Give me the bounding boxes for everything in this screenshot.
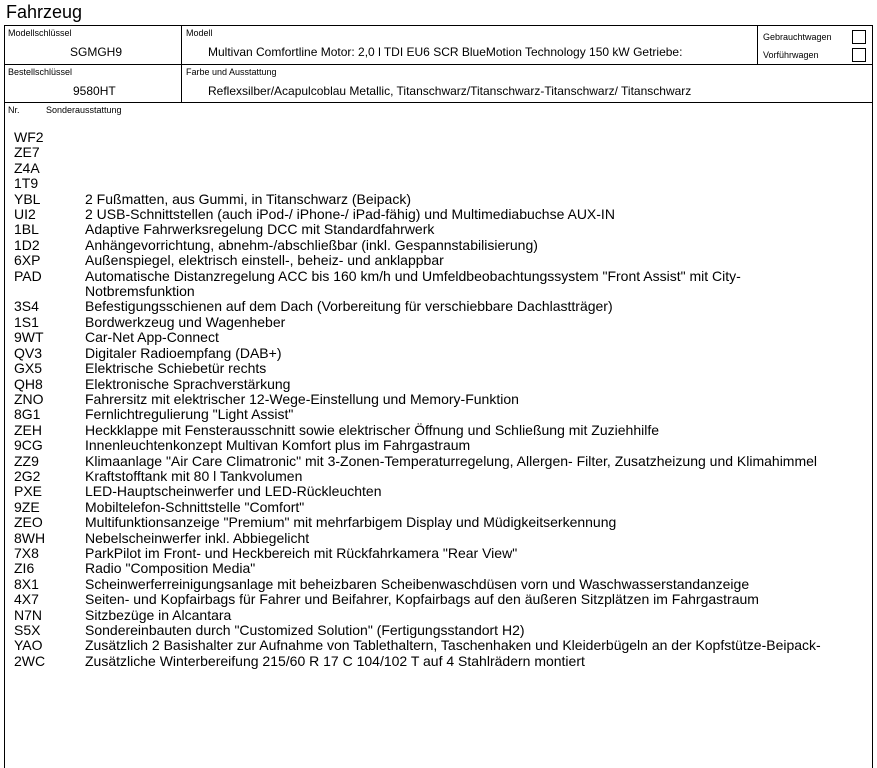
item-code: 9ZE [14, 498, 40, 515]
item-code: 2G2 [14, 467, 41, 484]
item-description: Mobiltelefon-Schnittstelle "Comfort" [85, 498, 305, 515]
item-code: QV3 [14, 344, 43, 361]
item-description: Außenspiegel, elektrisch einstell-, beheiz- und anklappbar [85, 252, 444, 269]
list-item [14, 315, 874, 330]
item-code: QH8 [14, 375, 43, 392]
list-item [14, 407, 874, 422]
item-description: Heckklappe mit Fensterausschnitt sowie elektrischer Öffnung und Schließung mit Zuziehhilfe [85, 421, 660, 438]
item-code: 8X1 [14, 575, 39, 592]
list-item [14, 438, 874, 453]
list-item [14, 608, 874, 623]
list-item [14, 253, 874, 268]
item-description: Fernlichtregulierung "Light Assist" [85, 406, 294, 423]
list-item [14, 130, 874, 145]
column-divider-1 [181, 25, 182, 102]
list-item [14, 377, 874, 392]
item-description: Nebelscheinwerfer inkl. Abbiegelicht [85, 529, 310, 546]
list-item [14, 192, 874, 207]
item-description: Zusätzliche Winterbereifung 215/60 R 17 C 104/102 T auf 4 Stahlrädern montiert [85, 652, 585, 669]
item-code: 8G1 [14, 406, 41, 423]
item-description: 2 USB-Schnittstellen (auch iPod-/ iPhone-/ iPad-fähig) und Multimediabuchse AUX-IN [85, 206, 615, 223]
item-code: UI2 [14, 206, 36, 223]
list-item [14, 531, 874, 546]
item-code: PAD [14, 267, 42, 284]
item-code: PXE [14, 483, 43, 500]
item-code: ZEO [14, 514, 43, 531]
item-description: Digitaler Radioempfang (DAB+) [85, 344, 282, 361]
list-item [14, 269, 874, 300]
item-code: ZI6 [14, 560, 35, 577]
item-code: 8WH [14, 529, 46, 546]
list-item [14, 484, 874, 499]
bestellschluessel-label: Bestellschlüssel [8, 67, 73, 77]
item-description: Adaptive Fahrwerksregelung DCC mit Standardfahrwerk [85, 221, 435, 238]
item-description: Radio "Composition Media" [85, 560, 256, 577]
section-title: Fahrzeug [6, 2, 83, 22]
modell-label: Modell [186, 28, 213, 38]
item-code: 1D2 [14, 236, 40, 253]
item-description: Fahrersitz mit elektrischer 12-Wege-Einstellung und Memory-Funktion [85, 390, 519, 407]
gebrauchtwagen-label: Gebrauchtwagen [763, 32, 832, 42]
frame-left-border [4, 25, 5, 768]
item-code: 3S4 [14, 298, 39, 315]
item-description: Seiten- und Kopfairbags für Fahrer und Beifahrer, Kopfairbags auf den äußeren Sitzplätzen im Fahrgastraum [85, 591, 759, 608]
vorfuehrwagen-checkbox[interactable] [852, 48, 866, 62]
item-code: 1S1 [14, 313, 39, 330]
sonderausstattung-list [14, 130, 874, 669]
list-item [14, 623, 874, 638]
column-header-sonderausstattung: Sonderausstattung [46, 105, 122, 115]
list-item [14, 638, 874, 653]
modellschluessel-value: SGMGH9 [70, 45, 123, 59]
list-item [14, 161, 874, 176]
frame-top-border [4, 25, 873, 26]
list-item [14, 361, 874, 376]
item-code: 2WC [14, 652, 46, 669]
item-code: 1BL [14, 221, 39, 238]
item-code: 1T9 [14, 175, 39, 192]
item-description: Sondereinbauten durch "Customized Solution" (Fertigungsstandort H2) [85, 622, 525, 638]
item-description: Zusätzlich 2 Basishalter zur Aufnahme von Tablethaltern, Taschenhaken und Kleiderbügeln an der Kopfstütze-Beipack- [85, 637, 821, 654]
item-code: S5X [14, 622, 41, 638]
list-item [14, 561, 874, 576]
item-description [85, 161, 874, 176]
item-code: WF2 [14, 129, 44, 145]
farbe-value: Reflexsilber/Acapulcoblau Metallic, Titanschwarz/Titanschwarz-Titanschwarz/ Titanschwarz [208, 84, 692, 98]
item-description: Elektrische Schiebetür rechts [85, 360, 267, 377]
item-description: Innenleuchtenkonzept Multivan Komfort plus im Fahrgastraum [85, 437, 471, 454]
column-divider-2 [757, 25, 758, 64]
item-code: ZE7 [14, 144, 40, 161]
item-description: Scheinwerferreinigungsanlage mit beheizbaren Scheibenwaschdüsen vorn und Waschwasserstandanzeige [85, 575, 750, 592]
item-description: 2 Fußmatten, aus Gummi, in Titanschwarz (Beipack) [85, 190, 411, 207]
item-code: GX5 [14, 360, 43, 377]
item-description [85, 130, 874, 145]
item-code: N7N [14, 606, 43, 623]
item-description: Automatische Distanzregelung ACC bis 160 km/h und Umfeldbeobachtungssystem "Front Assist" mit City-Notbremsfunktion [85, 267, 741, 300]
item-code: 4X7 [14, 591, 39, 608]
item-code: YBL [14, 190, 41, 207]
list-item [14, 176, 874, 191]
row-divider-1 [4, 64, 873, 65]
modellschluessel-label: Modellschlüssel [8, 28, 72, 38]
modell-value: Multivan Comfortline Motor: 2,0 l TDI EU6 SCR BlueMotion Technology 150 kW Getriebe: [208, 45, 683, 59]
item-code: YAO [14, 637, 43, 654]
item-description [85, 145, 874, 160]
list-item [14, 500, 874, 515]
list-item [14, 145, 874, 160]
item-description: ParkPilot im Front- und Heckbereich mit Rückfahrkamera "Rear View" [85, 544, 518, 561]
item-description: Anhängevorrichtung, abnehm-/abschließbar (inkl. Gespannstabilisierung) [85, 236, 538, 253]
list-item [14, 392, 874, 407]
list-item [14, 222, 874, 237]
item-code: 7X8 [14, 544, 39, 561]
item-code: ZNO [14, 390, 44, 407]
list-item [14, 469, 874, 484]
list-item [14, 546, 874, 561]
column-header-nr: Nr. [8, 105, 20, 115]
list-item [14, 577, 874, 592]
item-description: Bordwerkzeug und Wagenheber [85, 313, 286, 330]
item-code: 6XP [14, 252, 41, 269]
item-code: ZZ9 [14, 452, 39, 469]
item-description: Klimaanlage "Air Care Climatronic" mit 3-Zonen-Temperaturregelung, Allergen- Filter, Zusatzheizung und Klimahimmel [85, 452, 818, 469]
item-description: Multifunktionsanzeige "Premium" mit mehrfarbigem Display und Müdigkeitserkennung [85, 514, 617, 531]
list-item [14, 299, 874, 314]
list-item [14, 592, 874, 607]
item-code: 9CG [14, 437, 43, 454]
item-description: Befestigungsschienen auf dem Dach (Vorbereitung für verschiebbare Dachlastträger) [85, 298, 613, 315]
item-description [85, 176, 874, 191]
list-item [14, 207, 874, 222]
list-item [14, 515, 874, 530]
item-code: 9WT [14, 329, 44, 346]
item-description: LED-Hauptscheinwerfer und LED-Rückleuchten [85, 483, 382, 500]
row-divider-2 [4, 102, 873, 103]
item-description: Kraftstofftank mit 80 l Tankvolumen [85, 467, 303, 484]
vorfuehrwagen-label: Vorführwagen [763, 50, 819, 60]
farbe-label: Farbe und Ausstattung [186, 67, 277, 77]
item-description: Elektronische Sprachverstärkung [85, 375, 291, 392]
list-item [14, 238, 874, 253]
item-code: ZEH [14, 421, 42, 438]
list-item [14, 654, 874, 669]
list-item [14, 346, 874, 361]
bestellschluessel-value: 9580HT [73, 84, 116, 98]
list-item [14, 423, 874, 438]
item-code: Z4A [14, 159, 40, 176]
gebrauchtwagen-checkbox[interactable] [852, 30, 866, 44]
list-item [14, 330, 874, 345]
item-description: Car-Net App-Connect [85, 329, 219, 346]
item-description: Sitzbezüge in Alcantara [85, 606, 232, 623]
list-item [14, 454, 874, 469]
